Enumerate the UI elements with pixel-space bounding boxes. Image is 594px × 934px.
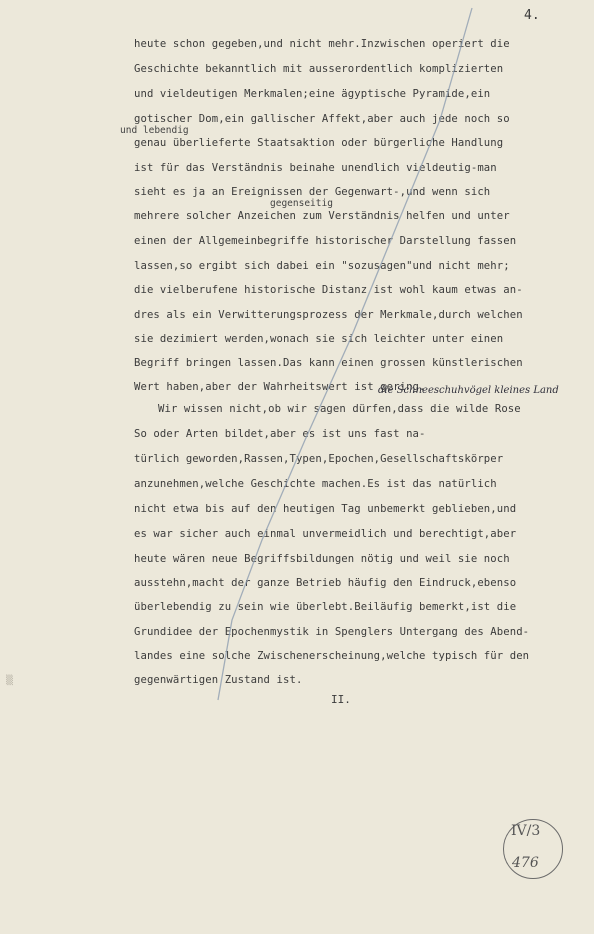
archive-stamp-upper: IV/3 xyxy=(511,823,541,839)
text-line: So oder Arten bildet,aber es ist uns fast na- xyxy=(134,428,426,440)
text-line: nicht etwa bis auf den heutigen Tag unbemerkt geblieben,und xyxy=(134,503,517,515)
text-line: es war sicher auch einmal unvermeidlich und berechtigt,aber xyxy=(134,528,517,540)
text-line: genau überlieferte Staatsaktion oder bürgerliche Handlung xyxy=(134,137,504,149)
section-heading: II. xyxy=(331,693,351,706)
text-line: die vielberufene historische Distanz ist wohl kaum etwas an- xyxy=(134,284,523,296)
typed-insertion-gegenseitig: gegenseitig xyxy=(270,198,333,209)
text-line: Wir wissen nicht,ob wir sagen dürfen,dass die wilde Rose xyxy=(158,403,521,415)
text-line: einen der Allgemeinbegriffe historischer Darstellung fassen xyxy=(134,235,517,247)
text-line: türlich geworden,Rassen,Typen,Epochen,Gesellschaftskörper xyxy=(134,453,504,465)
text-line: überlebendig zu sein wie überlebt.Beiläufig bemerkt,ist die xyxy=(134,601,517,613)
text-line: gegenwärtigen Zustand ist. xyxy=(134,674,303,686)
handwritten-insertion: die Schneeschuhvögel kleines Land xyxy=(378,385,559,396)
text-line: landes eine solche Zwischenerscheinung,welche typisch für den xyxy=(134,650,530,662)
text-line: Begriff bringen lassen.Das kann einen grossen künstlerischen xyxy=(134,357,523,369)
text-line: heute schon gegeben,und nicht mehr.Inzwischen operiert die xyxy=(134,38,510,50)
text-line: gotischer Dom,ein gallischer Affekt,aber auch jede noch so xyxy=(134,113,510,125)
faint-margin-mark: ▒ xyxy=(6,676,13,686)
text-line: Wert haben,aber der Wahrheitswert ist gering. xyxy=(134,381,426,393)
page-number: 4. xyxy=(524,8,540,23)
text-line: anzunehmen,welche Geschichte machen.Es ist das natürlich xyxy=(134,478,497,490)
text-line: ausstehn,macht der ganze Betrieb häufig den Eindruck,ebenso xyxy=(134,577,517,589)
text-line: und vieldeutigen Merkmalen;eine ägyptische Pyramide,ein xyxy=(134,88,491,100)
text-line: dres als ein Verwitterungsprozess der Merkmale,durch welchen xyxy=(134,309,523,321)
archive-stamp-lower: 476 xyxy=(512,855,539,871)
text-line: lassen,so ergibt sich dabei ein "sozusagen"und nicht mehr; xyxy=(134,260,510,272)
text-line: Geschichte bekanntlich mit ausserordentlich komplizierten xyxy=(134,63,504,75)
text-line: heute wären neue Begriffsbildungen nötig und weil sie noch xyxy=(134,553,510,565)
text-line: sieht es ja an Ereignissen der Gegenwart-,und wenn sich xyxy=(134,186,491,198)
typed-insertion-und-lebendig: und lebendig xyxy=(120,125,189,136)
text-line: mehrere solcher Anzeichen zum Verständnis helfen und unter xyxy=(134,210,510,222)
text-line: Grundidee der Epochenmystik in Spenglers Untergang des Abend- xyxy=(134,626,530,638)
text-line: ist für das Verständnis beinahe unendlich vieldeutig-man xyxy=(134,162,497,174)
text-line: sie dezimiert werden,wonach sie sich leichter unter einen xyxy=(134,333,504,345)
